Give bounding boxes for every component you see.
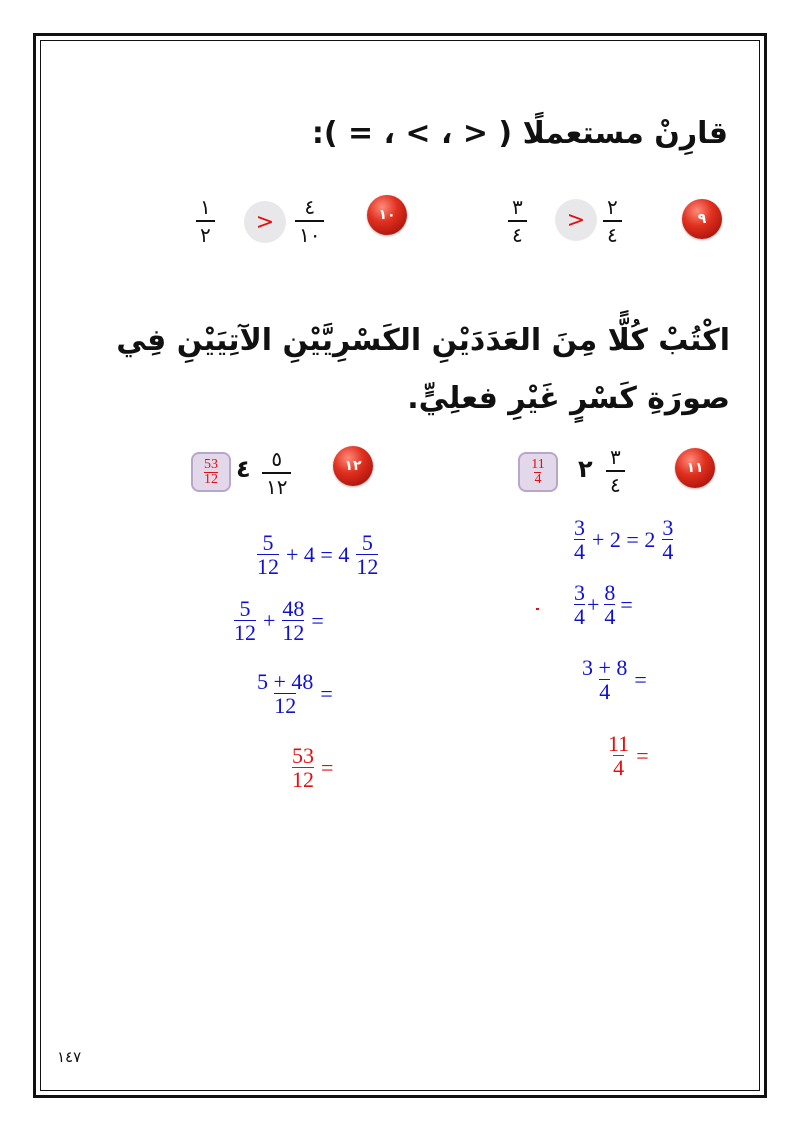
comparison-sign: > <box>244 201 286 243</box>
fraction-right-operand <box>295 197 324 245</box>
fraction <box>608 732 629 779</box>
fraction-denominator: 4 <box>534 471 542 487</box>
convert-instruction: اكْتُبْ كُلًّا مِنَ العَدَدَيْنِ الكَسْرِيَّيْنِ الآتِيَيْنِ فِي صورَةِ كَسْرٍ غَيْرِ فعلِيٍّ. <box>116 323 730 416</box>
fraction-denominator: ١٠ <box>295 220 324 245</box>
exercise-badge-11: ١١ <box>675 448 715 488</box>
fraction-denominator: ٤ <box>606 470 625 495</box>
fraction-denominator: 12 <box>292 767 314 793</box>
fraction-numerator: ٣ <box>610 445 621 469</box>
exercise-badge-9: ٩ <box>682 199 722 239</box>
fraction <box>282 597 304 644</box>
fraction-numerator: 53 <box>292 743 314 768</box>
exercise-badge-12: ١٢ <box>333 446 373 486</box>
fraction-denominator: 12 <box>274 693 297 719</box>
stray-mark <box>536 608 539 610</box>
fraction-denominator: 4 <box>574 604 585 630</box>
fraction-numerator: 3 <box>662 515 674 540</box>
fraction-numerator: 3 <box>574 580 585 605</box>
fraction-numerator: 8 <box>604 580 616 605</box>
fraction-numerator: 5 <box>262 530 274 555</box>
answer-box <box>518 452 558 492</box>
fraction <box>234 597 256 644</box>
fraction-numerator: ٢ <box>607 195 618 219</box>
fraction-numerator: 3 <box>574 515 585 540</box>
fraction <box>604 581 615 628</box>
compare-instruction: قارِنْ مستعملًا ( < ، > ، = ): <box>311 116 728 151</box>
equals-sign: = <box>620 591 633 617</box>
fraction <box>257 670 313 717</box>
fraction-numerator: 5 <box>361 530 373 555</box>
fraction-left-operand <box>196 197 215 245</box>
fraction-numerator: 11 <box>531 456 545 472</box>
fraction-denominator: 12 <box>257 554 279 580</box>
answer-fraction <box>204 458 218 487</box>
operator-text: + <box>587 591 600 617</box>
work-line-4 <box>606 732 654 779</box>
equals-sign: = <box>634 666 647 692</box>
fraction-denominator: 12 <box>204 471 218 487</box>
fraction-numerator: ١ <box>200 195 211 219</box>
operator-text: + 2 = 2 <box>592 526 656 552</box>
fraction-numerator: ٣ <box>512 195 523 219</box>
mixed-number-fraction <box>262 449 291 497</box>
fraction-denominator: 4 <box>613 755 625 781</box>
answer-fraction <box>531 458 544 487</box>
work-line-3 <box>255 670 338 717</box>
equals-sign: = <box>320 680 333 706</box>
work-line-4 <box>290 744 338 791</box>
fraction-numerator: 48 <box>282 596 305 621</box>
answer-box <box>191 452 231 492</box>
work-line-1 <box>255 531 380 578</box>
page-number: ١٤٧ <box>57 1048 82 1066</box>
fraction <box>662 516 673 563</box>
fraction <box>356 531 378 578</box>
work-line-2 <box>232 597 329 644</box>
mixed-number-whole: ٢ <box>578 455 593 483</box>
work-line-3 <box>580 656 652 703</box>
fraction-denominator: 12 <box>282 620 305 646</box>
equals-sign: = <box>636 742 649 768</box>
fraction-numerator: 5 <box>239 596 251 621</box>
fraction-numerator: ٥ <box>271 447 283 471</box>
comparison-sign: > <box>555 199 597 241</box>
fraction-denominator: 4 <box>574 539 585 565</box>
operator-text: + 4 = 4 <box>286 541 350 567</box>
fraction-numerator: 5 + 48 <box>257 669 314 694</box>
fraction-numerator: 3 + 8 <box>582 655 628 680</box>
fraction-left-operand <box>508 197 527 245</box>
fraction <box>574 581 585 628</box>
fraction-denominator: ٢ <box>196 220 215 245</box>
fraction <box>574 516 585 563</box>
exercise-badge-10: ١٠ <box>367 195 407 235</box>
fraction <box>582 656 627 703</box>
fraction-denominator: ١٢ <box>262 472 291 497</box>
fraction-numerator: 11 <box>608 731 630 756</box>
fraction-denominator: 4 <box>599 679 611 705</box>
fraction-denominator: ٤ <box>508 220 527 245</box>
mixed-number-fraction <box>606 447 625 495</box>
fraction-denominator: ٤ <box>603 220 622 245</box>
mixed-number-whole: ٤ <box>236 455 251 483</box>
fraction-numerator: 53 <box>204 456 218 472</box>
operator-text: + <box>263 607 276 633</box>
fraction-right-operand <box>603 197 622 245</box>
equals-sign: = <box>311 607 324 633</box>
fraction-denominator: 4 <box>662 539 674 565</box>
fraction <box>292 744 314 791</box>
fraction-denominator: 12 <box>356 554 379 580</box>
fraction-denominator: 12 <box>234 620 256 646</box>
work-line-1 <box>572 516 675 563</box>
work-line-2 <box>572 581 633 628</box>
equals-sign: = <box>321 754 334 780</box>
fraction <box>257 531 279 578</box>
page-frame-inner <box>40 40 760 1091</box>
fraction-denominator: 4 <box>604 604 616 630</box>
fraction-numerator: ٤ <box>304 195 316 219</box>
